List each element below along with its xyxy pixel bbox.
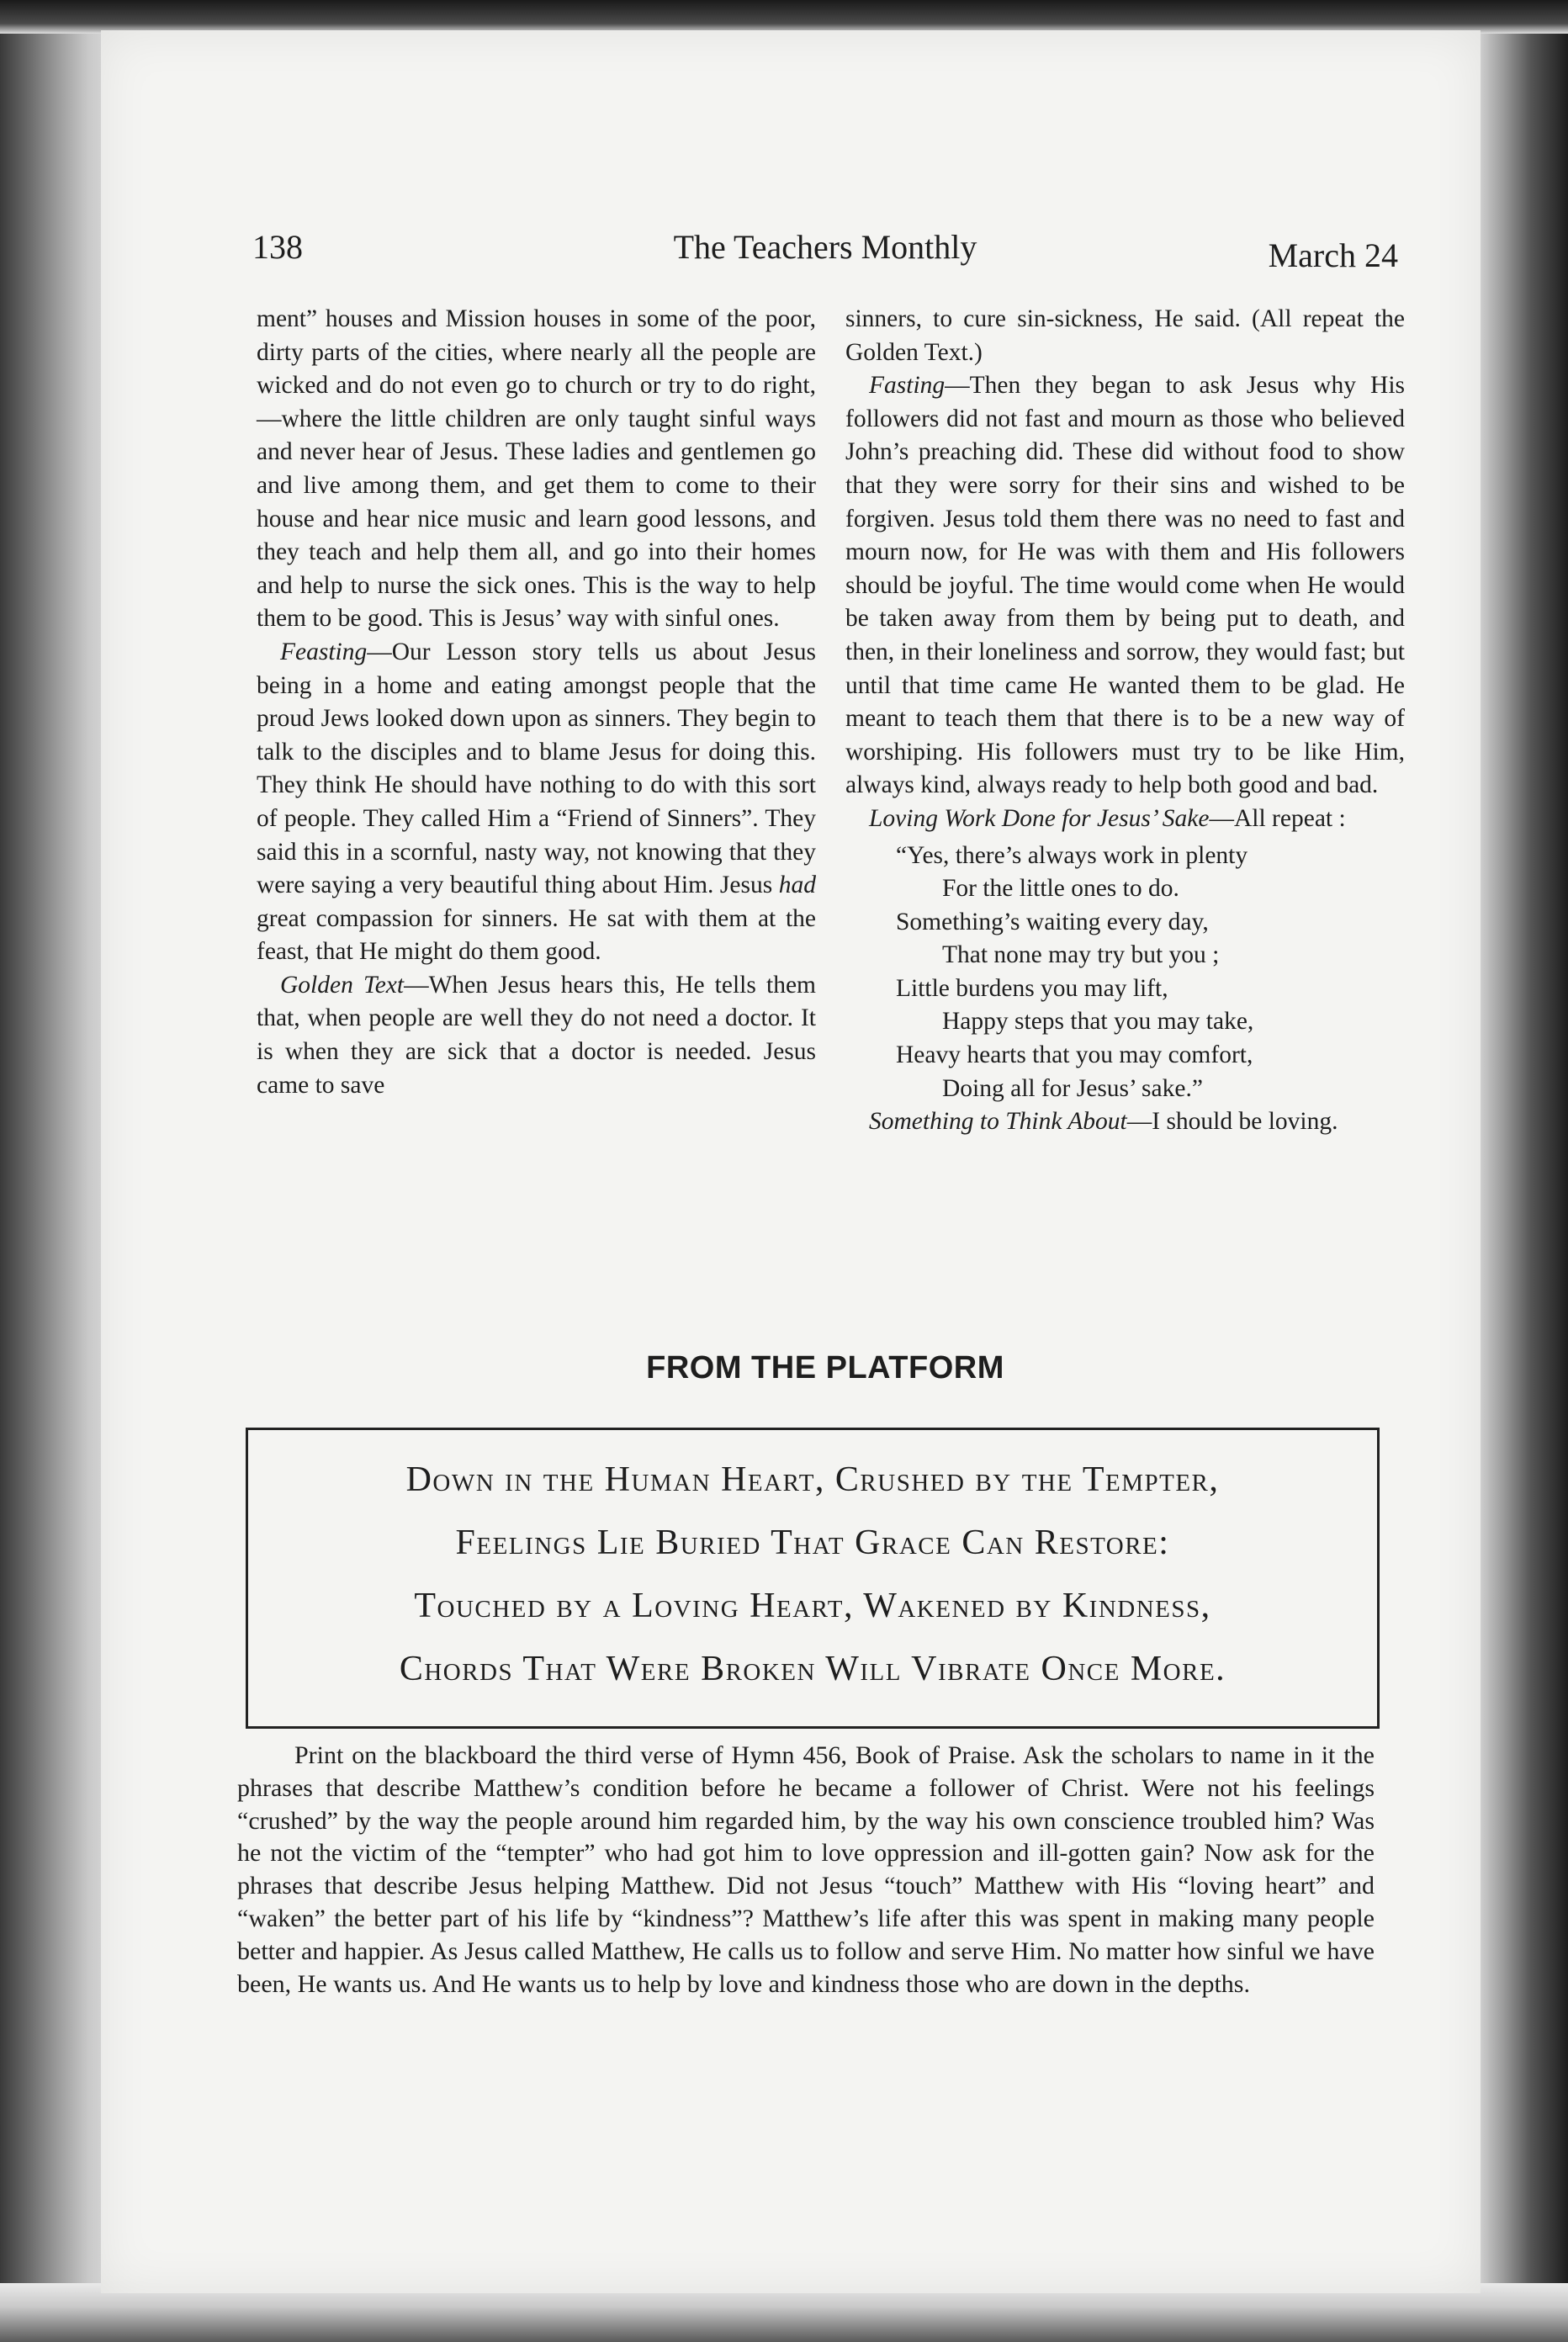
scan-top-edge [0, 0, 1568, 34]
section-label: Something to Think About [869, 1108, 1127, 1136]
emphasis: had [778, 872, 816, 899]
right-column [845, 303, 1405, 1139]
section-title: FROM THE PLATFORM [646, 1350, 1004, 1386]
poem-line: Heavy hearts that you may comfort, [896, 1041, 1253, 1069]
section-label: Fasting [869, 372, 946, 400]
paragraph-text: —Our Lesson story tells us about Jesus being in a home and eating amongst people that the proud Jews looked down upon as sinners. They begin to talk to the disciples and to blame Jesus for doing this. They think He should have nothing to do with this sort of people. They called Him a “Friend of Sinners”. They said this in a scornful, nasty way, not knowing that they were saying a very beautiful thing about Him. Jesus [257, 638, 816, 899]
paragraph-text: —When Jesus hears this, He tells them that, when people are well they do not need a doctor. It is when they are sick that a doctor is needed. Jesus came to save [257, 971, 816, 1099]
left-column [257, 303, 816, 1102]
paragraph-text: —Then they began to ask Jesus why His followers did not fast and mourn as those who believed John’s preaching did. These did without food to show that they were sorry for their sins and wished to be forgiven. Jesus told them there was no need to fast and mourn now, for He was with them and His followers should be joyful. The time would come when He would be taken away from them by being put to death, and then, in their loneliness and sorrow, they would fast; but until that time came He wanted them to be glad. He meant to teach them that there is to be a new way of worshiping. His followers must try to be like Him, always kind, always ready to help both good and bad. [845, 372, 1405, 799]
paragraph [257, 636, 816, 969]
paragraph [845, 1105, 1405, 1139]
verse-line: Touched by a Loving Heart, Wakened by Kindness, [414, 1587, 1211, 1625]
page-header [252, 227, 1398, 286]
scan-right-edge [1475, 0, 1568, 2342]
poem-line: That none may try but you ; [942, 941, 1220, 969]
poem-line: Doing all for Jesus’ sake.” [942, 1074, 1203, 1102]
poem-line: Something’s waiting every day, [896, 908, 1209, 935]
poem-line: Little burdens you may lift, [896, 974, 1168, 1002]
instructions-paragraph: Print on the blackboard the third verse of Hymn 456, Book of Praise. Ask the scholars to name in it the phrases that describe Matthew’s condition before he became a follower of Christ. Were not his feelings “crushed” by the way the people around him regarded him, by the way his own conscience troubled him? Was he not the victim of the “tempter” who had got him to love oppression and ill-gotten gain? Now ask for the phrases that describe Jesus helping Matthew. Did not Jesus “touch” Matthew with His “loving heart” and “waken” the better part of his life by “kindness”? Matthew’s life after this was spent in making many people better and happier. As Jesus called Matthew, He calls us to follow and serve Him. No matter how sinful we have been, He wants us. And He wants us to help by love and kindness those who are down in the depths. [237, 1741, 1375, 1998]
section-label: Golden Text [280, 971, 405, 999]
paragraph [845, 369, 1405, 803]
verse-line: Feelings Lie Buried That Grace Can Restore: [455, 1523, 1170, 1562]
paragraph-text: —I should be loving. [1126, 1108, 1338, 1136]
issue-date: March 24 [1268, 236, 1398, 274]
paragraph [257, 969, 816, 1102]
page-number: 138 [252, 228, 303, 266]
poem [845, 840, 1405, 1106]
paragraph-text: great compassion for sinners. He sat with them at the feast, that He might do them good. [257, 904, 816, 966]
verse-line: Chords That Were Broken Will Vibrate Once More. [399, 1650, 1226, 1688]
paragraph [845, 803, 1405, 836]
paragraph: sinners, to cure sin-sickness, He said. (All repeat the Golden Text.) [845, 305, 1405, 366]
poem-line: “Yes, there’s always work in plenty [896, 841, 1248, 869]
running-title: The Teachers Monthly [673, 228, 977, 266]
paragraph: ment” houses and Mission houses in some of the poor, dirty parts of the cities, where nearly all the people are wicked and do not even go to church or try to do right,—where the little children are only taught sinful ways and never hear of Jesus. These ladies and gentlemen go and live among them, and get them to come to their house and hear nice music and learn good lessons, and they teach and help them all, and go into their homes and help to nurse the sick ones. This is the way to help them to be good. This is Jesus’ way with sinful ones. [257, 305, 816, 633]
poem-line: Happy steps that you may take, [942, 1008, 1254, 1036]
poem-line: For the little ones to do. [942, 875, 1179, 903]
section-label: Feasting [280, 638, 368, 665]
paragraph-text: —All repeat : [1209, 804, 1346, 832]
verse-line: Down in the Human Heart, Crushed by the Tempter, [405, 1460, 1220, 1499]
hymn-verse-box [246, 1428, 1380, 1729]
section-label: Loving Work Done for Jesus’ Sake [869, 804, 1210, 832]
